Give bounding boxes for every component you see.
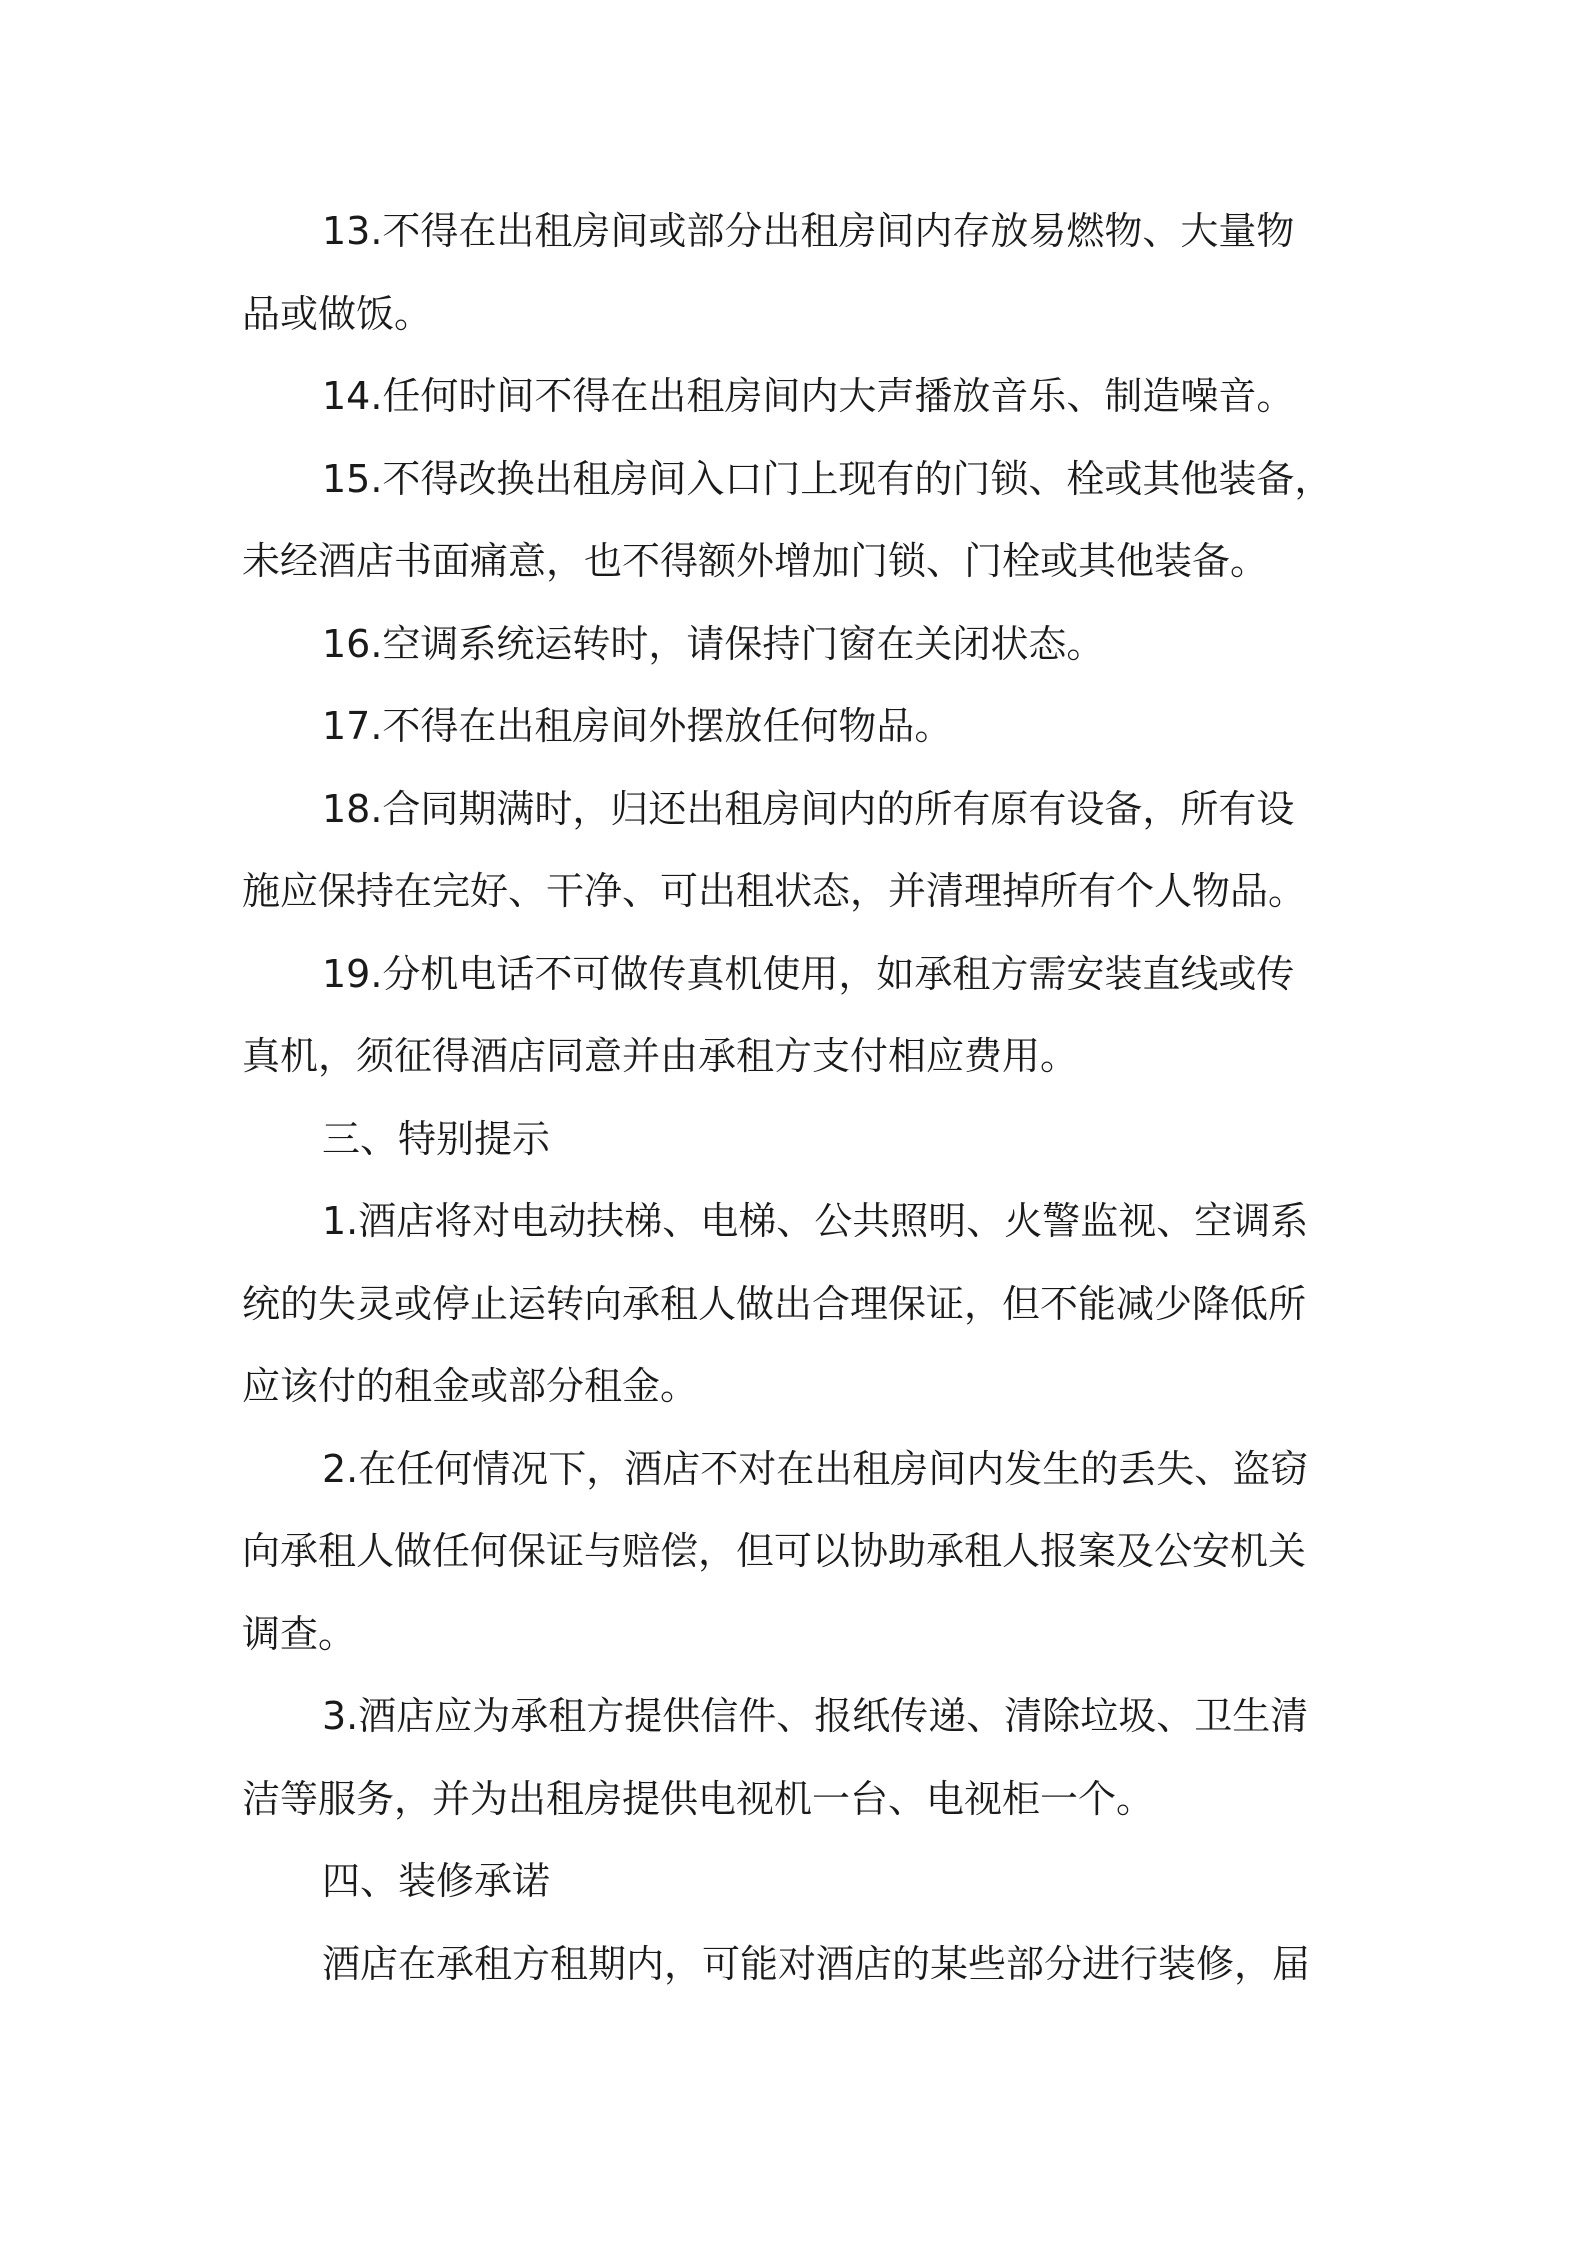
clause-13-line-1: 13.不得在出租房间或部分出租房间内存放易燃物、大量物 [322, 209, 1295, 253]
clause-15-line-2: 未经酒店书面痛意，也不得额外增加门锁、门栓或其他装备。 [242, 539, 1269, 583]
renovation-line-1: 酒店在承租方租期内，可能对酒店的某些部分进行装修，届 [322, 1941, 1311, 1986]
clause-17-line-1: 17.不得在出租房间外摆放任何物品。 [322, 704, 953, 748]
clause-18-line-2: 施应保持在完好、干净、可出租状态，并清理掉所有个人物品。 [242, 869, 1307, 913]
notice-1-line-2: 统的失灵或停止运转向承租人做出合理保证，但不能减少降低所 [242, 1281, 1307, 1326]
section-3-heading: 三、特别提示 [322, 1116, 551, 1161]
clause-16-line-1: 16.空调系统运转时，请保持门窗在关闭状态。 [322, 621, 1105, 666]
clause-15-line-1: 15.不得改换出租房间入口门上现有的门锁、栓或其他装备， [322, 456, 1333, 501]
notice-1-line-3: 应该付的租金或部分租金。 [242, 1364, 699, 1408]
clause-13-line-2: 品或做饭。 [242, 291, 433, 336]
notice-1-line-1: 1.酒店将对电动扶梯、电梯、公共照明、火警监视、空调系 [322, 1199, 1309, 1243]
section-4-heading: 四、装修承诺 [322, 1859, 551, 1903]
notice-3-line-2: 洁等服务，并为出租房提供电视机一台、电视柜一个。 [242, 1776, 1155, 1821]
notice-3-line-1: 3.酒店应为承租方提供信件、报纸传递、清除垃圾、卫生清 [322, 1694, 1309, 1738]
document-body [242, 190, 1362, 2005]
notice-2-line-2: 向承租人做任何保证与赔偿，但可以协助承租人报案及公安机关 [242, 1529, 1307, 1573]
notice-2-line-3: 调查。 [242, 1611, 357, 1656]
clause-14-line-1: 14.任何时间不得在出租房间内大声播放音乐、制造噪音。 [322, 374, 1295, 418]
clause-18-line-1: 18.合同期满时，归还出租房间内的所有原有设备，所有设 [322, 786, 1295, 831]
clause-19-line-1: 19.分机电话不可做传真机使用，如承租方需安装直线或传 [322, 951, 1295, 996]
clause-19-line-2: 真机，须征得酒店同意并由承租方支付相应费用。 [242, 1034, 1079, 1078]
notice-2-line-1: 2.在任何情况下，酒店不对在出租房间内发生的丢失、盗窃 [322, 1446, 1309, 1491]
